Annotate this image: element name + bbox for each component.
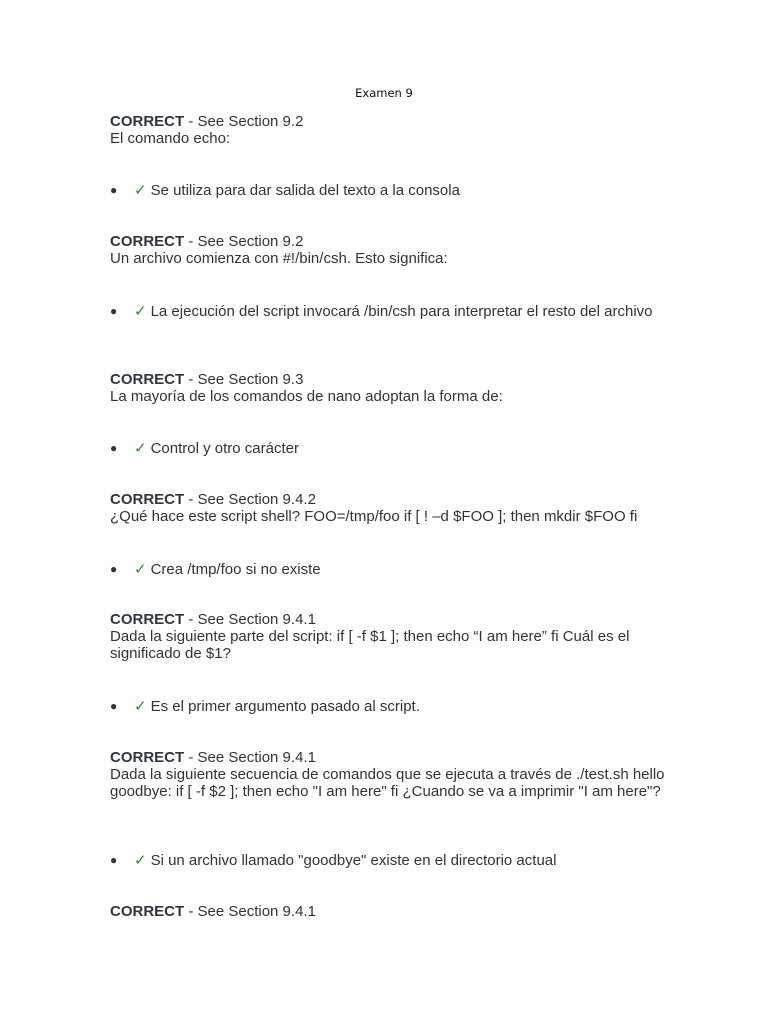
section-reference: - See Section 9.4.1 <box>184 749 316 766</box>
bullet-icon: ● <box>110 562 118 576</box>
result-line <box>110 233 670 250</box>
question-block <box>110 371 670 405</box>
answer-text: Si un archivo llamado "goodbye" existe en el directorio actual <box>150 852 557 869</box>
answer-item <box>110 852 670 869</box>
answer-text: La ejecución del script invocará /bin/csh para interpretar el resto del archivo <box>150 303 653 320</box>
section-reference: - See Section 9.2 <box>184 233 304 250</box>
question-block <box>110 491 670 525</box>
checkmark-icon: ✓ <box>134 182 147 199</box>
question-block <box>110 749 670 800</box>
question-block <box>110 113 670 147</box>
bullet-icon: ● <box>110 853 118 867</box>
result-line <box>110 491 670 508</box>
answer-item <box>110 303 670 320</box>
answer-text: Crea /tmp/foo si no existe <box>150 561 321 578</box>
section-reference: - See Section 9.2 <box>184 113 304 130</box>
question-text: El comando echo: <box>110 130 231 147</box>
question-block <box>110 611 670 662</box>
answer-item <box>110 182 670 199</box>
answer-item <box>110 698 670 715</box>
question-text: Un archivo comienza con #!/bin/csh. Esto significa: <box>110 250 448 267</box>
section-reference: - See Section 9.3 <box>184 371 304 388</box>
document-title: Examen 9 <box>355 86 413 100</box>
status-label: CORRECT <box>110 749 185 766</box>
checkmark-icon: ✓ <box>134 561 147 578</box>
status-label: CORRECT <box>110 611 185 628</box>
bullet-icon: ● <box>110 441 118 455</box>
result-line <box>110 749 670 766</box>
section-reference: - See Section 9.4.1 <box>184 611 316 628</box>
status-label: CORRECT <box>110 903 185 920</box>
result-line <box>110 611 670 628</box>
answer-text: Es el primer argumento pasado al script. <box>150 698 420 715</box>
question-block <box>110 903 670 920</box>
answer-text: Control y otro carácter <box>150 440 299 457</box>
status-label: CORRECT <box>110 233 185 250</box>
bullet-icon: ● <box>110 304 118 318</box>
status-label: CORRECT <box>110 113 185 130</box>
question-block <box>110 233 670 267</box>
checkmark-icon: ✓ <box>134 303 147 320</box>
question-text: ¿Qué hace este script shell? FOO=/tmp/foo if [ ! –d $FOO ]; then mkdir $FOO fi <box>110 508 638 525</box>
bullet-icon: ● <box>110 699 118 713</box>
section-reference: - See Section 9.4.1 <box>184 903 316 920</box>
checkmark-icon: ✓ <box>134 852 147 869</box>
question-text: Dada la siguiente parte del script: if [ -f $1 ]; then echo “I am here” fi Cuál es el significado de $1? <box>110 628 630 662</box>
checkmark-icon: ✓ <box>134 440 147 457</box>
question-text: Dada la siguiente secuencia de comandos que se ejecuta a través de ./test.sh hello goodbye: if [ -f $2 ]; then echo "I am here" fi ¿Cuando se va a imprimir "I am here"? <box>110 766 665 800</box>
checkmark-icon: ✓ <box>134 698 147 715</box>
question-text: La mayoría de los comandos de nano adoptan la forma de: <box>110 388 503 405</box>
answer-item <box>110 440 670 457</box>
answer-text: Se utiliza para dar salida del texto a la consola <box>150 182 460 199</box>
result-line <box>110 371 670 388</box>
status-label: CORRECT <box>110 371 185 388</box>
result-line <box>110 903 670 920</box>
status-label: CORRECT <box>110 491 185 508</box>
bullet-icon: ● <box>110 183 118 197</box>
result-line <box>110 113 670 130</box>
section-reference: - See Section 9.4.2 <box>184 491 316 508</box>
answer-item <box>110 561 670 578</box>
